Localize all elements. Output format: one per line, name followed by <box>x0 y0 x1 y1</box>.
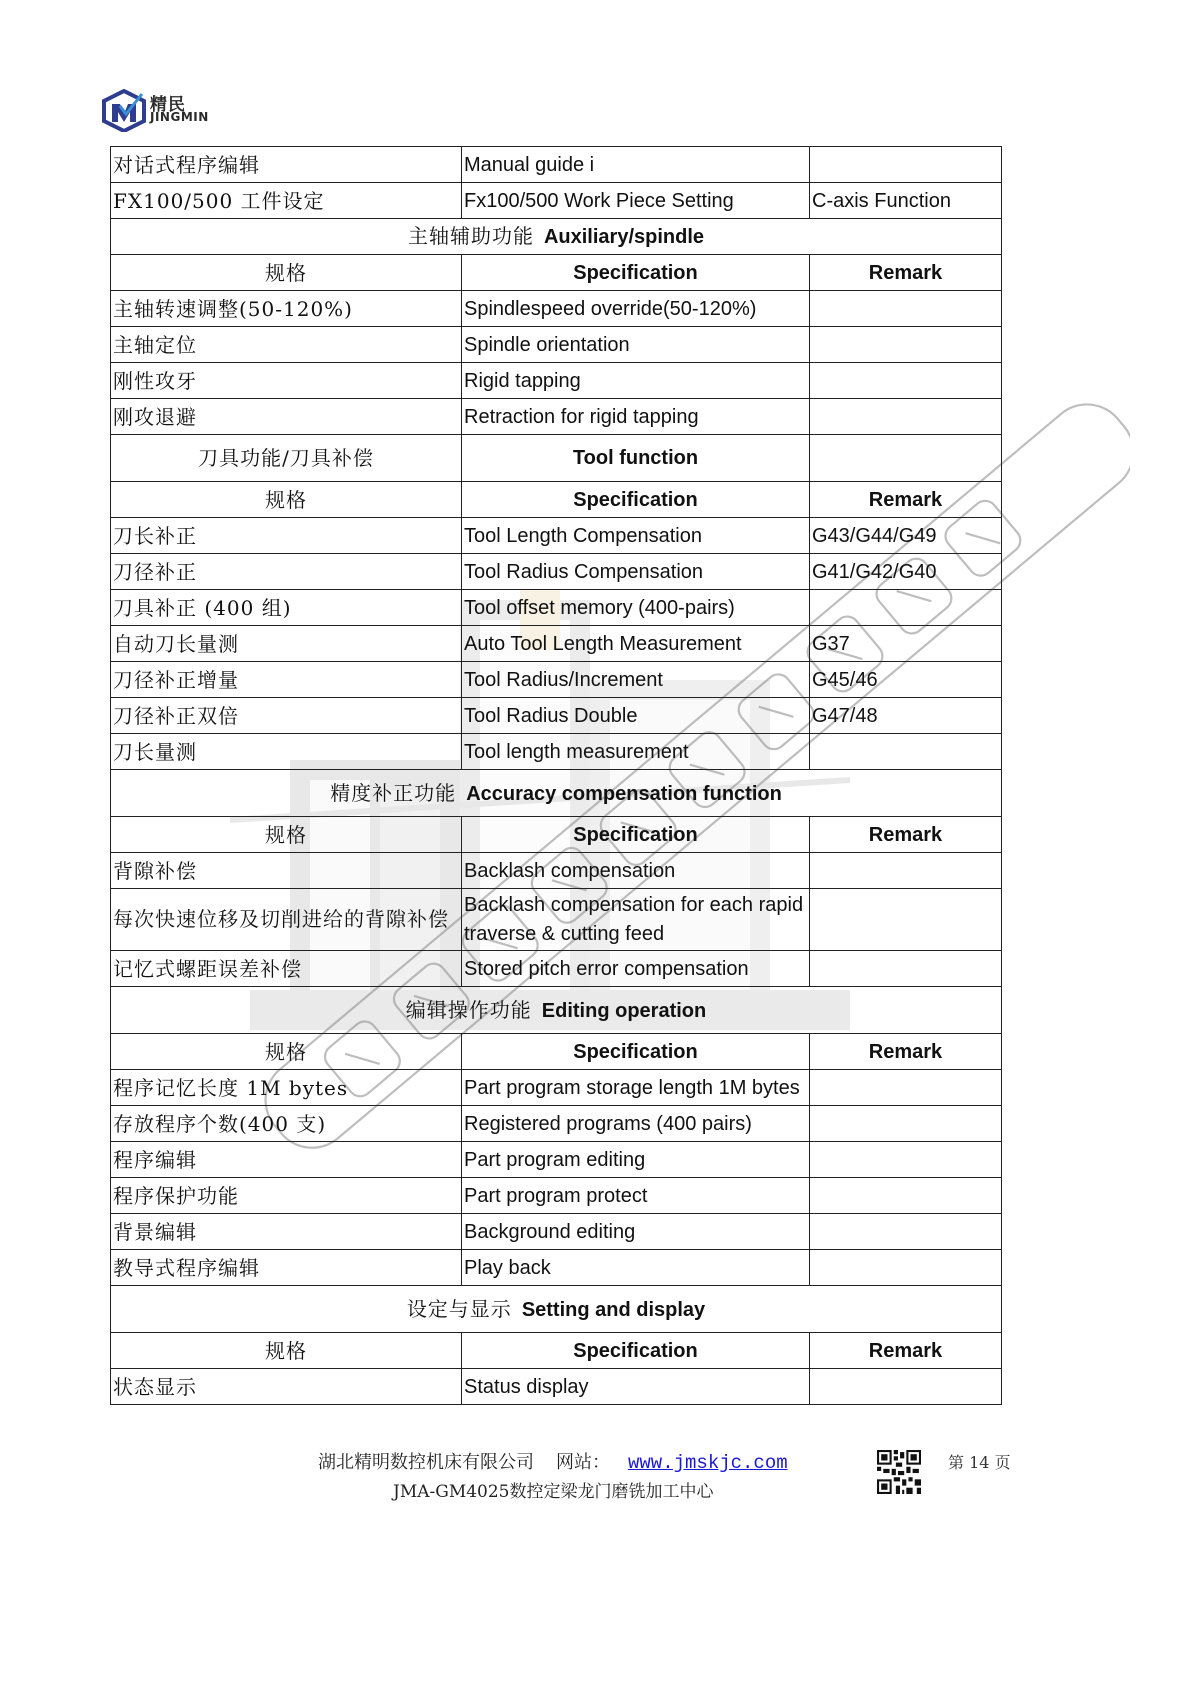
cell-spec: Spindle orientation <box>462 327 810 363</box>
col-header-spec: Specification <box>462 255 810 291</box>
col-header-cn: 规格 <box>111 255 462 291</box>
cell-remark <box>810 734 1002 770</box>
cell-remark <box>810 291 1002 327</box>
cell-remark <box>810 1369 1002 1405</box>
section-title-cn: 精度补正功能 <box>330 780 457 805</box>
section-title-en: Tool function <box>462 435 810 482</box>
page-suffix: 页 <box>994 1453 1011 1472</box>
col-header-remark: Remark <box>810 255 1002 291</box>
table-row <box>111 518 1002 554</box>
col-header-spec: Specification <box>462 1034 810 1070</box>
cell-spec: Manual guide i <box>462 147 810 183</box>
col-header-spec: Specification <box>462 1333 810 1369</box>
cell-remark: G47/48 <box>810 698 1002 734</box>
cell-remark <box>810 1106 1002 1142</box>
cell-cn: 状态显示 <box>111 1369 462 1405</box>
cell-cn: 刀径补正 <box>111 554 462 590</box>
cell-remark <box>810 327 1002 363</box>
cell-spec: Part program protect <box>462 1178 810 1214</box>
section-title-cn: 设定与显示 <box>406 1296 512 1321</box>
cell-cn: 主轴转速调整(50-120%) <box>111 291 462 327</box>
page-number-value: 14 <box>969 1453 990 1472</box>
column-header-row <box>111 1034 1002 1070</box>
website-link[interactable]: www.jmskjc.com <box>628 1452 788 1474</box>
jingmin-logo-icon <box>100 88 148 132</box>
cell-remark: G41/G42/G40 <box>810 554 1002 590</box>
qr-code-icon <box>877 1450 921 1494</box>
col-header-spec: Specification <box>462 482 810 518</box>
table-row <box>111 327 1002 363</box>
col-header-spec: Specification <box>462 817 810 853</box>
cell-remark <box>810 147 1002 183</box>
cell-spec: Retraction for rigid tapping <box>462 399 810 435</box>
table-row <box>111 626 1002 662</box>
section-title-en: Setting and display <box>521 1298 706 1321</box>
footer-product: JMA-GM4025数控定梁龙门磨铣加工中心 <box>393 1482 714 1502</box>
cell-remark <box>810 1070 1002 1106</box>
footer-site-label: 网站： <box>556 1452 610 1473</box>
section-title-en: Auxiliary/spindle <box>543 226 705 248</box>
column-header-row <box>111 482 1002 518</box>
table-row <box>111 147 1002 183</box>
logo-text-cn: 精民 <box>150 95 186 115</box>
cell-spec: Tool Radius/Increment <box>462 662 810 698</box>
footer-company: 湖北精明数控机床有限公司 <box>318 1452 534 1473</box>
logo-text-en: JINGMIN <box>150 110 209 124</box>
cell-cn: 刀径补正双倍 <box>111 698 462 734</box>
table-row <box>111 1106 1002 1142</box>
cell-cn: 存放程序个数(400 支) <box>111 1106 462 1142</box>
table-row <box>111 951 1002 987</box>
cell-cn: 刀长量测 <box>111 734 462 770</box>
empty-cell <box>810 435 1002 482</box>
page-prefix: 第 <box>948 1453 965 1472</box>
cell-cn: 程序保护功能 <box>111 1178 462 1214</box>
table-row <box>111 1142 1002 1178</box>
cell-cn: 刚性攻牙 <box>111 363 462 399</box>
table-row <box>111 1369 1002 1405</box>
col-header-remark: Remark <box>810 1034 1002 1070</box>
cell-spec: Tool length measurement <box>462 734 810 770</box>
section-header-tool <box>111 435 1002 482</box>
section-title-cn: 编辑操作功能 <box>405 997 532 1022</box>
section-title-cn: 刀具功能/刀具补偿 <box>111 435 462 482</box>
column-header-row <box>111 255 1002 291</box>
section-header-setting <box>111 1286 1002 1333</box>
section-header-editing <box>111 987 1002 1034</box>
table-row <box>111 662 1002 698</box>
cell-cn: 刀径补正增量 <box>111 662 462 698</box>
column-header-row <box>111 1333 1002 1369</box>
table-row <box>111 1178 1002 1214</box>
cell-spec: Play back <box>462 1250 810 1286</box>
cell-remark <box>810 1250 1002 1286</box>
cell-spec: Backlash compensation <box>462 853 810 889</box>
cell-cn: 刀具补正 (400 组) <box>111 590 462 626</box>
cell-remark: C-axis Function <box>810 183 1002 219</box>
cell-remark: G37 <box>810 626 1002 662</box>
cell-spec: Stored pitch error compensation <box>462 951 810 987</box>
cell-remark <box>810 1214 1002 1250</box>
section-header-spindle <box>111 219 1002 255</box>
cell-spec: Fx100/500 Work Piece Setting <box>462 183 810 219</box>
cell-spec: Backlash compensation for each rapid traverse & cutting feed <box>462 889 810 951</box>
col-header-remark: Remark <box>810 482 1002 518</box>
cell-spec: Tool Radius Compensation <box>462 554 810 590</box>
cell-spec: Status display <box>462 1369 810 1405</box>
cell-cn: 对话式程序编辑 <box>111 147 462 183</box>
cell-remark <box>810 889 1002 951</box>
table-row <box>111 1070 1002 1106</box>
col-header-cn: 规格 <box>111 1333 462 1369</box>
cell-remark <box>810 853 1002 889</box>
section-title-cn: 主轴辅助功能 <box>407 224 534 248</box>
cell-spec: Registered programs (400 pairs) <box>462 1106 810 1142</box>
col-header-cn: 规格 <box>111 817 462 853</box>
cell-spec: Rigid tapping <box>462 363 810 399</box>
col-header-cn: 规格 <box>111 482 462 518</box>
table-row <box>111 554 1002 590</box>
table-row <box>111 853 1002 889</box>
cell-spec: Background editing <box>462 1214 810 1250</box>
cell-spec: Auto Tool Length Measurement <box>462 626 810 662</box>
column-header-row <box>111 817 1002 853</box>
cell-cn: 背隙补偿 <box>111 853 462 889</box>
cell-spec: Tool Radius Double <box>462 698 810 734</box>
cell-cn: 主轴定位 <box>111 327 462 363</box>
cell-remark: G45/46 <box>810 662 1002 698</box>
cell-remark <box>810 1178 1002 1214</box>
company-logo <box>100 88 230 132</box>
section-header-accuracy <box>111 770 1002 817</box>
spec-table <box>110 146 1002 1405</box>
col-header-remark: Remark <box>810 817 1002 853</box>
table-row <box>111 363 1002 399</box>
page-number <box>948 1450 1011 1473</box>
cell-cn: 记忆式螺距误差补偿 <box>111 951 462 987</box>
cell-spec: Part program storage length 1M bytes <box>462 1070 810 1106</box>
cell-spec: Spindlespeed override(50-120%) <box>462 291 810 327</box>
table-row <box>111 183 1002 219</box>
cell-remark <box>810 951 1002 987</box>
table-row <box>111 291 1002 327</box>
section-title-en: Accuracy compensation function <box>466 782 782 805</box>
footer-company-line <box>318 1448 788 1474</box>
col-header-cn: 规格 <box>111 1034 462 1070</box>
table-row <box>111 1250 1002 1286</box>
table-row <box>111 698 1002 734</box>
cell-cn: 程序编辑 <box>111 1142 462 1178</box>
cell-cn: 背景编辑 <box>111 1214 462 1250</box>
cell-cn: 刚攻退避 <box>111 399 462 435</box>
cell-cn: 程序记忆长度 1M bytes <box>111 1070 462 1106</box>
cell-spec: Tool offset memory (400-pairs) <box>462 590 810 626</box>
col-header-remark: Remark <box>810 1333 1002 1369</box>
cell-remark <box>810 399 1002 435</box>
cell-remark <box>810 1142 1002 1178</box>
section-title-en: Editing operation <box>541 999 707 1022</box>
table-row <box>111 734 1002 770</box>
table-row <box>111 590 1002 626</box>
cell-remark <box>810 590 1002 626</box>
cell-cn: 每次快速位移及切削进给的背隙补偿 <box>111 889 462 951</box>
cell-cn: 刀长补正 <box>111 518 462 554</box>
cell-remark: G43/G44/G49 <box>810 518 1002 554</box>
table-row <box>111 1214 1002 1250</box>
cell-remark <box>810 363 1002 399</box>
cell-spec: Part program editing <box>462 1142 810 1178</box>
table-row <box>111 399 1002 435</box>
cell-cn: 自动刀长量测 <box>111 626 462 662</box>
cell-cn: 教导式程序编辑 <box>111 1250 462 1286</box>
table-row <box>111 889 1002 951</box>
cell-spec: Tool Length Compensation <box>462 518 810 554</box>
cell-cn: FX100/500 工件设定 <box>111 183 462 219</box>
